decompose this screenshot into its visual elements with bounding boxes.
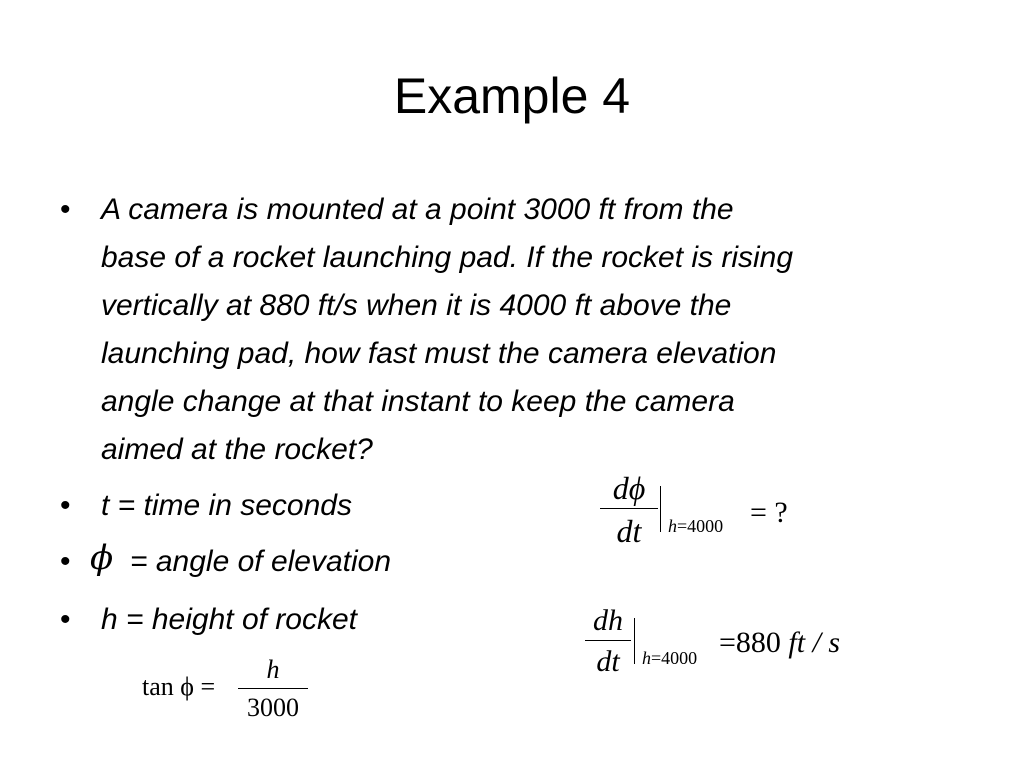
evaluation-bar (660, 486, 661, 532)
fraction-h-3000 (238, 652, 308, 727)
fraction-numerator: dh (593, 604, 623, 637)
evaluation-subscript (642, 648, 697, 669)
fraction-denominator: 3000 (247, 693, 299, 722)
fraction-dphi-dt (600, 468, 658, 553)
fraction-numerator: dϕ (612, 470, 646, 506)
tan-lhs: tan ϕ = (142, 672, 216, 701)
height-definition: h = height of rocket (101, 603, 357, 636)
evaluation-subscript (668, 516, 723, 537)
bullet-marker: • (60, 193, 71, 226)
equation-dphi-dt (600, 468, 820, 568)
problem-statement: A camera is mounted at a point 3000 ft from the base of a rocket launching pad. If the rocket is rising vertically at 880 ft/s when it is 4000 ft above the launching pad, how fast must the camera elevation angle change at that instant to keep the camera aimed at the rocket? (101, 193, 794, 466)
time-definition: t = time in seconds (101, 489, 352, 522)
fraction-dh-dt (585, 602, 631, 683)
eval-variable: h (642, 648, 651, 668)
equation-rhs (719, 626, 840, 660)
equation-dh-dt (585, 602, 885, 698)
equation-tan-phi (142, 652, 322, 736)
eval-value: =4000 (651, 648, 698, 668)
phi-symbol: ϕ (90, 538, 114, 578)
bullet-marker: • (60, 545, 71, 578)
eval-value: =4000 (677, 516, 724, 536)
bullet-marker: • (60, 489, 71, 522)
eval-variable: h (668, 516, 677, 536)
fraction-denominator: dt (596, 645, 620, 678)
fraction-numerator: h (266, 655, 280, 684)
fraction-denominator: dt (616, 513, 642, 549)
equation-rhs: = ? (750, 496, 788, 529)
evaluation-bar (634, 618, 635, 664)
angle-definition: = angle of elevation (130, 545, 392, 578)
bullet-marker: • (60, 603, 71, 636)
rhs-number: =880 (719, 626, 781, 659)
slide-title: Example 4 (393, 68, 631, 124)
rhs-unit: ft / s (788, 626, 841, 659)
